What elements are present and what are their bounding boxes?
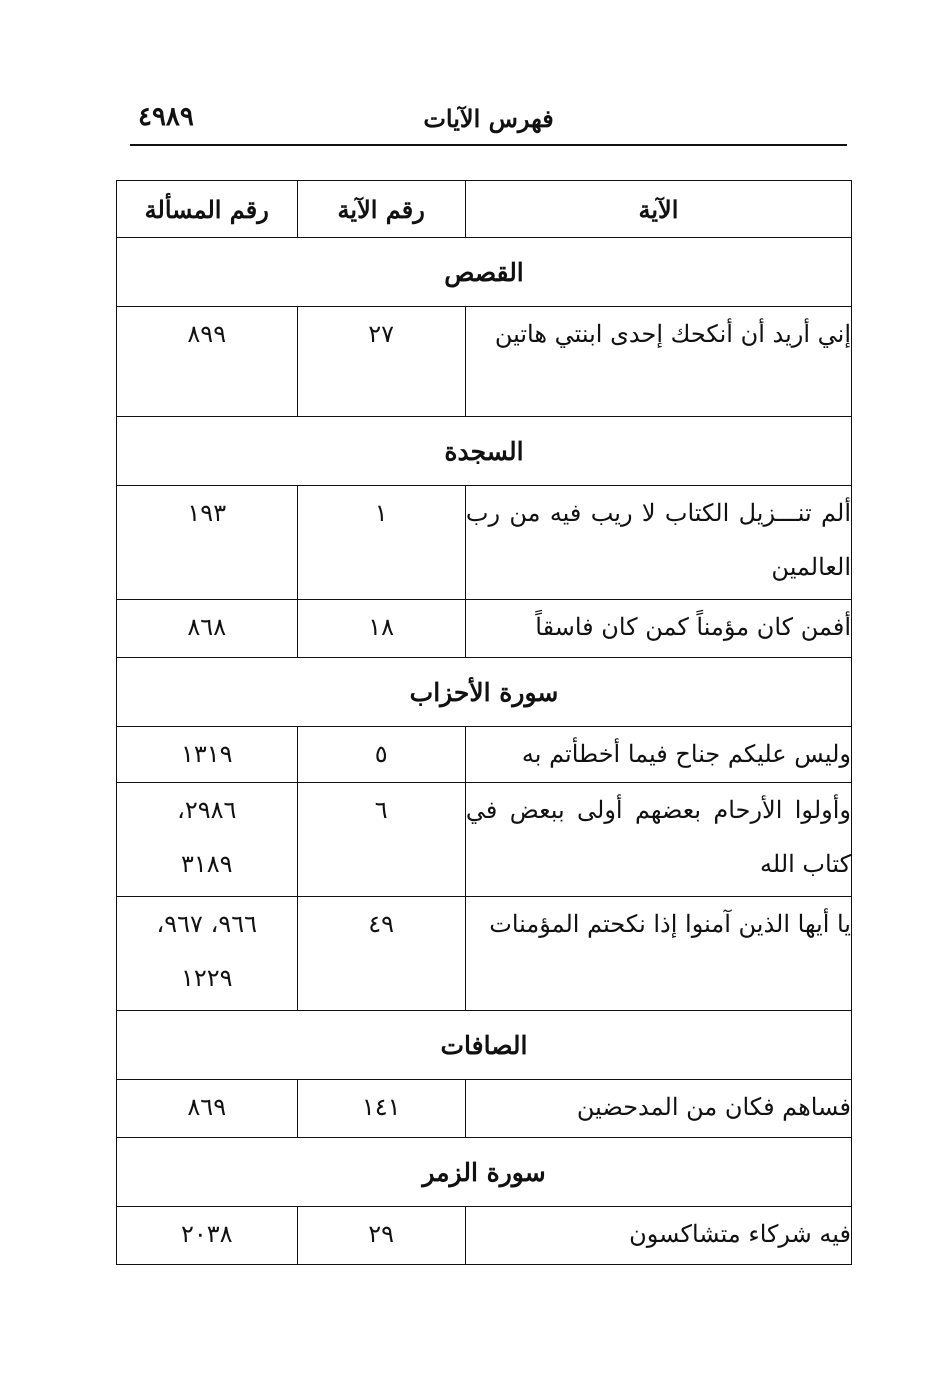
issue-numbers — [117, 783, 298, 897]
issue-number: ٨٩٩ — [187, 320, 227, 348]
verse-text: أفمن كان مؤمناً كمن كان فاسقاً — [465, 600, 851, 658]
surah-row — [117, 1138, 852, 1207]
column-header-issue-number: رقم المسألة — [117, 181, 298, 238]
verse-text: يا أيها الذين آمنوا إذا نكحتم المؤمنات — [465, 897, 851, 1011]
table-row — [117, 783, 852, 897]
verse-number: ٤٩ — [297, 897, 465, 1011]
verse-number: ٦ — [297, 783, 465, 897]
surah-title: سورة الزمر — [117, 1138, 852, 1207]
column-header-verse-number: رقم الآية — [297, 181, 465, 238]
verse-text: وليس عليكم جناح فيما أخطأتم به — [465, 727, 851, 783]
table-row — [117, 897, 852, 1011]
surah-title: السجدة — [117, 417, 852, 486]
surah-row — [117, 238, 852, 307]
verse-number: ٥ — [297, 727, 465, 783]
issue-numbers — [117, 1207, 298, 1265]
verse-index-table — [116, 180, 852, 1265]
issue-numbers — [117, 600, 298, 658]
issue-number: ١٩٣ — [187, 499, 227, 527]
issue-number: ١٢٢٩ — [180, 964, 233, 992]
table-row — [117, 600, 852, 658]
verse-number: ٢٩ — [297, 1207, 465, 1265]
column-header-verse: الآية — [465, 181, 851, 238]
page-title: فهرس الآيات — [423, 104, 554, 133]
verse-number: ٢٧ — [297, 307, 465, 417]
table-row — [117, 307, 852, 417]
table-row — [117, 486, 852, 600]
issue-number: ٩٦٦، ٩٦٧، — [156, 910, 257, 938]
table-row — [117, 727, 852, 783]
issue-number: ٣١٨٩ — [180, 850, 233, 878]
verse-text: فيه شركاء متشاكسون — [465, 1207, 851, 1265]
surah-title: القصص — [117, 238, 852, 307]
issue-numbers — [117, 307, 298, 417]
surah-row — [117, 417, 852, 486]
issue-number: ٢٠٣٨ — [180, 1220, 233, 1248]
table-header-row — [117, 181, 852, 238]
issue-number: ٢٩٨٦، — [177, 796, 237, 824]
page-header — [130, 100, 847, 146]
issue-number: ١٣١٩ — [180, 740, 233, 768]
verse-text: إني أريد أن أنكحك إحدى ابنتي هاتين — [465, 307, 851, 417]
table-row — [117, 1080, 852, 1138]
verse-number: ١٤١ — [297, 1080, 465, 1138]
verse-text: وأولوا الأرحام بعضهم أولى ببعض في كتاب الله — [465, 783, 851, 897]
issue-number: ٨٦٩ — [187, 1093, 227, 1121]
verse-text: فساهم فكان من المدحضين — [465, 1080, 851, 1138]
verse-number: ١٨ — [297, 600, 465, 658]
issue-numbers — [117, 727, 298, 783]
issue-numbers — [117, 897, 298, 1011]
table-body — [117, 238, 852, 1265]
table-row — [117, 1207, 852, 1265]
surah-title: سورة الأحزاب — [117, 658, 852, 727]
surah-title: الصافات — [117, 1011, 852, 1080]
verse-text: ألم تنـــزيل الكتاب لا ريب فيه من رب العالمين — [465, 486, 851, 600]
issue-numbers — [117, 1080, 298, 1138]
surah-row — [117, 658, 852, 727]
issue-number: ٨٦٨ — [187, 613, 227, 641]
page-number: ٤٩٨٩ — [138, 102, 194, 132]
issue-numbers — [117, 486, 298, 600]
surah-row — [117, 1011, 852, 1080]
verse-number: ١ — [297, 486, 465, 600]
